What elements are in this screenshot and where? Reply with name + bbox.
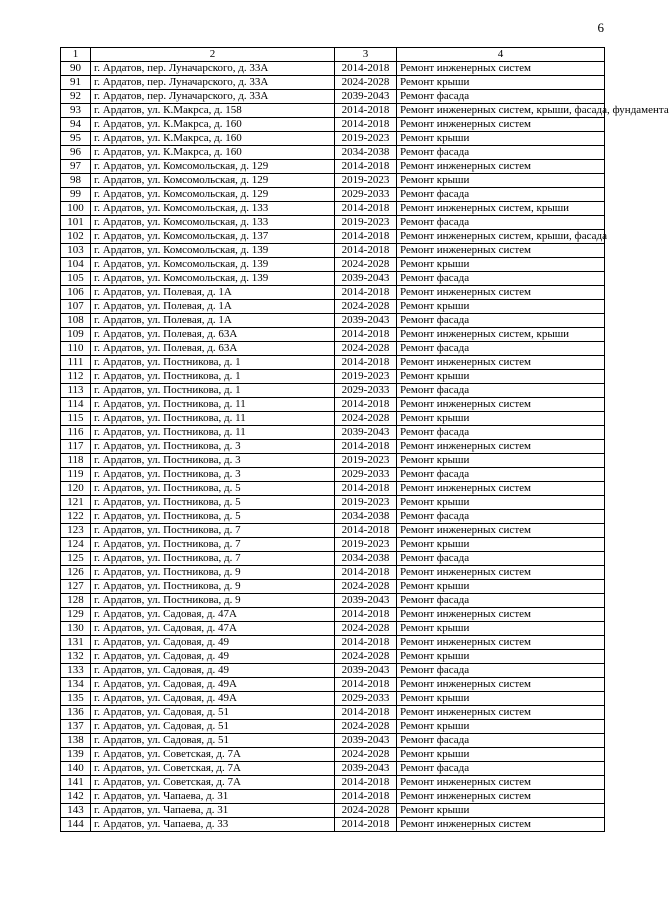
row-number: 128 bbox=[61, 594, 91, 608]
work-type-cell: Ремонт крыши bbox=[397, 496, 605, 510]
address-cell: г. Ардатов, ул. Полевая, д. 63А bbox=[91, 328, 335, 342]
table-row bbox=[61, 90, 605, 104]
address-cell: г. Ардатов, ул. Садовая, д. 51 bbox=[91, 720, 335, 734]
address-cell: г. Ардатов, ул. Садовая, д. 49 bbox=[91, 664, 335, 678]
address-cell: г. Ардатов, пер. Луначарского, д. 33А bbox=[91, 62, 335, 76]
header-row bbox=[61, 48, 605, 62]
period-cell: 2014-2018 bbox=[335, 678, 397, 692]
period-cell: 2014-2018 bbox=[335, 230, 397, 244]
work-type-cell: Ремонт крыши bbox=[397, 300, 605, 314]
address-cell: г. Ардатов, ул. Постникова, д. 11 bbox=[91, 398, 335, 412]
work-type-cell: Ремонт фасада bbox=[397, 384, 605, 398]
address-cell: г. Ардатов, ул. Постникова, д. 1 bbox=[91, 356, 335, 370]
table-row bbox=[61, 188, 605, 202]
work-type-cell: Ремонт фасада bbox=[397, 510, 605, 524]
table-row bbox=[61, 734, 605, 748]
row-number: 95 bbox=[61, 132, 91, 146]
row-number: 133 bbox=[61, 664, 91, 678]
work-type-cell: Ремонт инженерных систем bbox=[397, 524, 605, 538]
row-number: 100 bbox=[61, 202, 91, 216]
work-type-cell: Ремонт крыши bbox=[397, 720, 605, 734]
work-type-cell: Ремонт инженерных систем, крыши bbox=[397, 328, 605, 342]
period-cell: 2039-2043 bbox=[335, 664, 397, 678]
row-number: 105 bbox=[61, 272, 91, 286]
address-cell: г. Ардатов, ул. Постникова, д. 9 bbox=[91, 566, 335, 580]
row-number: 106 bbox=[61, 286, 91, 300]
address-cell: г. Ардатов, ул. Садовая, д. 49 bbox=[91, 636, 335, 650]
work-type-cell: Ремонт фасада bbox=[397, 146, 605, 160]
work-type-cell: Ремонт фасада bbox=[397, 90, 605, 104]
table-row bbox=[61, 342, 605, 356]
table-row bbox=[61, 776, 605, 790]
row-number: 115 bbox=[61, 412, 91, 426]
work-type-cell: Ремонт крыши bbox=[397, 76, 605, 90]
address-cell: г. Ардатов, ул. К.Макрса, д. 158 bbox=[91, 104, 335, 118]
work-type-cell: Ремонт инженерных систем bbox=[397, 678, 605, 692]
period-cell: 2014-2018 bbox=[335, 286, 397, 300]
address-cell: г. Ардатов, ул. Постникова, д. 11 bbox=[91, 412, 335, 426]
row-number: 142 bbox=[61, 790, 91, 804]
table-row bbox=[61, 370, 605, 384]
row-number: 103 bbox=[61, 244, 91, 258]
period-cell: 2039-2043 bbox=[335, 594, 397, 608]
table-row bbox=[61, 510, 605, 524]
address-cell: г. Ардатов, ул. Комсомольская, д. 133 bbox=[91, 202, 335, 216]
address-cell: г. Ардатов, ул. Садовая, д. 47А bbox=[91, 622, 335, 636]
row-number: 91 bbox=[61, 76, 91, 90]
work-type-cell: Ремонт фасада bbox=[397, 314, 605, 328]
work-type-cell: Ремонт инженерных систем, крыши, фасада, фундамента bbox=[397, 104, 605, 118]
table-row bbox=[61, 272, 605, 286]
address-cell: г. Ардатов, ул. Полевая, д. 1А bbox=[91, 300, 335, 314]
table-row bbox=[61, 636, 605, 650]
work-type-cell: Ремонт инженерных систем bbox=[397, 608, 605, 622]
table-row bbox=[61, 496, 605, 510]
period-cell: 2024-2028 bbox=[335, 300, 397, 314]
table-row bbox=[61, 62, 605, 76]
row-number: 108 bbox=[61, 314, 91, 328]
period-cell: 2039-2043 bbox=[335, 426, 397, 440]
column-header-3: 3 bbox=[335, 48, 397, 62]
row-number: 102 bbox=[61, 230, 91, 244]
work-type-cell: Ремонт инженерных систем, крыши bbox=[397, 202, 605, 216]
work-type-cell: Ремонт инженерных систем bbox=[397, 440, 605, 454]
work-type-cell: Ремонт инженерных систем bbox=[397, 790, 605, 804]
row-number: 114 bbox=[61, 398, 91, 412]
row-number: 112 bbox=[61, 370, 91, 384]
table-row bbox=[61, 566, 605, 580]
period-cell: 2014-2018 bbox=[335, 636, 397, 650]
column-header-4: 4 bbox=[397, 48, 605, 62]
table-row bbox=[61, 468, 605, 482]
period-cell: 2024-2028 bbox=[335, 580, 397, 594]
address-cell: г. Ардатов, ул. Постникова, д. 3 bbox=[91, 468, 335, 482]
column-header-2: 2 bbox=[91, 48, 335, 62]
table-row bbox=[61, 748, 605, 762]
repair-schedule-table bbox=[60, 47, 669, 832]
work-type-cell: Ремонт фасада bbox=[397, 272, 605, 286]
address-cell: г. Ардатов, ул. Постникова, д. 5 bbox=[91, 482, 335, 496]
row-number: 130 bbox=[61, 622, 91, 636]
period-cell: 2014-2018 bbox=[335, 790, 397, 804]
period-cell: 2014-2018 bbox=[335, 118, 397, 132]
row-number: 101 bbox=[61, 216, 91, 230]
work-type-cell: Ремонт крыши bbox=[397, 622, 605, 636]
period-cell: 2024-2028 bbox=[335, 804, 397, 818]
work-type-cell: Ремонт фасада bbox=[397, 552, 605, 566]
work-type-cell: Ремонт крыши bbox=[397, 580, 605, 594]
table-row bbox=[61, 216, 605, 230]
period-cell: 2024-2028 bbox=[335, 342, 397, 356]
row-number: 104 bbox=[61, 258, 91, 272]
work-type-cell: Ремонт крыши bbox=[397, 748, 605, 762]
address-cell: г. Ардатов, ул. Постникова, д. 11 bbox=[91, 426, 335, 440]
table-row bbox=[61, 146, 605, 160]
table-row bbox=[61, 482, 605, 496]
address-cell: г. Ардатов, ул. Комсомольская, д. 139 bbox=[91, 272, 335, 286]
period-cell: 2014-2018 bbox=[335, 818, 397, 832]
period-cell: 2034-2038 bbox=[335, 146, 397, 160]
work-type-cell: Ремонт фасада bbox=[397, 188, 605, 202]
work-type-cell: Ремонт крыши bbox=[397, 650, 605, 664]
address-cell: г. Ардатов, пер. Луначарского, д. 33А bbox=[91, 76, 335, 90]
period-cell: 2024-2028 bbox=[335, 720, 397, 734]
row-number: 120 bbox=[61, 482, 91, 496]
work-type-cell: Ремонт фасада bbox=[397, 342, 605, 356]
period-cell: 2014-2018 bbox=[335, 202, 397, 216]
row-number: 121 bbox=[61, 496, 91, 510]
address-cell: г. Ардатов, ул. Постникова, д. 9 bbox=[91, 594, 335, 608]
period-cell: 2014-2018 bbox=[335, 706, 397, 720]
table-row bbox=[61, 692, 605, 706]
period-cell: 2039-2043 bbox=[335, 762, 397, 776]
period-cell: 2014-2018 bbox=[335, 440, 397, 454]
table-row bbox=[61, 286, 605, 300]
row-number: 144 bbox=[61, 818, 91, 832]
address-cell: г. Ардатов, ул. Комсомольская, д. 137 bbox=[91, 230, 335, 244]
table-row bbox=[61, 664, 605, 678]
table-body bbox=[61, 62, 669, 832]
period-cell: 2039-2043 bbox=[335, 734, 397, 748]
work-type-cell: Ремонт инженерных систем bbox=[397, 286, 605, 300]
table-row bbox=[61, 230, 605, 244]
address-cell: г. Ардатов, ул. Садовая, д. 49 bbox=[91, 650, 335, 664]
row-number: 125 bbox=[61, 552, 91, 566]
period-cell: 2024-2028 bbox=[335, 650, 397, 664]
row-number: 131 bbox=[61, 636, 91, 650]
row-number: 93 bbox=[61, 104, 91, 118]
table-row bbox=[61, 76, 605, 90]
row-number: 127 bbox=[61, 580, 91, 594]
address-cell: г. Ардатов, ул. Постникова, д. 7 bbox=[91, 524, 335, 538]
row-number: 139 bbox=[61, 748, 91, 762]
table-row bbox=[61, 608, 605, 622]
work-type-cell: Ремонт фасада bbox=[397, 216, 605, 230]
work-type-cell: Ремонт инженерных систем bbox=[397, 160, 605, 174]
row-number: 90 bbox=[61, 62, 91, 76]
work-type-cell: Ремонт инженерных систем bbox=[397, 244, 605, 258]
table-row bbox=[61, 426, 605, 440]
row-number: 140 bbox=[61, 762, 91, 776]
row-number: 132 bbox=[61, 650, 91, 664]
row-number: 98 bbox=[61, 174, 91, 188]
period-cell: 2029-2033 bbox=[335, 468, 397, 482]
table-row bbox=[61, 580, 605, 594]
period-cell: 2014-2018 bbox=[335, 776, 397, 790]
address-cell: г. Ардатов, ул. Полевая, д. 1А bbox=[91, 286, 335, 300]
table-row bbox=[61, 174, 605, 188]
table-row bbox=[61, 104, 605, 118]
address-cell: г. Ардатов, ул. Садовая, д. 51 bbox=[91, 706, 335, 720]
row-number: 117 bbox=[61, 440, 91, 454]
period-cell: 2039-2043 bbox=[335, 90, 397, 104]
work-type-cell: Ремонт инженерных систем bbox=[397, 776, 605, 790]
address-cell: г. Ардатов, ул. Полевая, д. 1А bbox=[91, 314, 335, 328]
address-cell: г. Ардатов, ул. Чапаева, д. 33 bbox=[91, 818, 335, 832]
period-cell: 2034-2038 bbox=[335, 552, 397, 566]
table-row bbox=[61, 790, 605, 804]
work-type-cell: Ремонт фасада bbox=[397, 594, 605, 608]
address-cell: г. Ардатов, ул. Постникова, д. 7 bbox=[91, 552, 335, 566]
address-cell: г. Ардатов, ул. Садовая, д. 47А bbox=[91, 608, 335, 622]
table-row bbox=[61, 538, 605, 552]
address-cell: г. Ардатов, ул. Садовая, д. 49А bbox=[91, 692, 335, 706]
table-row bbox=[61, 622, 605, 636]
address-cell: г. Ардатов, ул. Постникова, д. 1 bbox=[91, 370, 335, 384]
page-number: 6 bbox=[597, 20, 604, 35]
work-type-cell: Ремонт инженерных систем bbox=[397, 62, 605, 76]
address-cell: г. Ардатов, ул. Полевая, д. 63А bbox=[91, 342, 335, 356]
table-row bbox=[61, 384, 605, 398]
address-cell: г. Ардатов, ул. Садовая, д. 51 bbox=[91, 734, 335, 748]
table-row bbox=[61, 454, 605, 468]
address-cell: г. Ардатов, ул. Комсомольская, д. 133 bbox=[91, 216, 335, 230]
period-cell: 2029-2033 bbox=[335, 692, 397, 706]
row-number: 124 bbox=[61, 538, 91, 552]
table-header bbox=[61, 48, 605, 62]
row-number: 143 bbox=[61, 804, 91, 818]
row-number: 138 bbox=[61, 734, 91, 748]
work-type-cell: Ремонт инженерных систем bbox=[397, 118, 605, 132]
period-cell: 2014-2018 bbox=[335, 482, 397, 496]
table-row bbox=[61, 300, 605, 314]
row-number: 94 bbox=[61, 118, 91, 132]
address-cell: г. Ардатов, ул. Комсомольская, д. 129 bbox=[91, 188, 335, 202]
work-type-cell: Ремонт инженерных систем, крыши, фасада bbox=[397, 230, 605, 244]
period-cell: 2019-2023 bbox=[335, 174, 397, 188]
work-type-cell: Ремонт фасада bbox=[397, 734, 605, 748]
period-cell: 2014-2018 bbox=[335, 566, 397, 580]
period-cell: 2014-2018 bbox=[335, 328, 397, 342]
work-type-cell: Ремонт фасада bbox=[397, 426, 605, 440]
table-row bbox=[61, 678, 605, 692]
table-row bbox=[61, 412, 605, 426]
table-row bbox=[61, 132, 605, 146]
address-cell: г. Ардатов, ул. Постникова, д. 1 bbox=[91, 384, 335, 398]
period-cell: 2019-2023 bbox=[335, 216, 397, 230]
period-cell: 2014-2018 bbox=[335, 62, 397, 76]
period-cell: 2039-2043 bbox=[335, 314, 397, 328]
row-number: 123 bbox=[61, 524, 91, 538]
table-row bbox=[61, 440, 605, 454]
row-number: 136 bbox=[61, 706, 91, 720]
address-cell: г. Ардатов, ул. Комсомольская, д. 139 bbox=[91, 258, 335, 272]
table-row bbox=[61, 720, 605, 734]
row-number: 116 bbox=[61, 426, 91, 440]
row-number: 96 bbox=[61, 146, 91, 160]
address-cell: г. Ардатов, пер. Луначарского, д. 33А bbox=[91, 90, 335, 104]
table-row bbox=[61, 398, 605, 412]
work-type-cell: Ремонт инженерных систем bbox=[397, 398, 605, 412]
row-number: 97 bbox=[61, 160, 91, 174]
work-type-cell: Ремонт фасада bbox=[397, 664, 605, 678]
period-cell: 2014-2018 bbox=[335, 608, 397, 622]
row-number: 135 bbox=[61, 692, 91, 706]
row-number: 141 bbox=[61, 776, 91, 790]
address-cell: г. Ардатов, ул. Чапаева, д. 31 bbox=[91, 804, 335, 818]
work-type-cell: Ремонт крыши bbox=[397, 258, 605, 272]
row-number: 111 bbox=[61, 356, 91, 370]
row-number: 134 bbox=[61, 678, 91, 692]
address-cell: г. Ардатов, ул. К.Макрса, д. 160 bbox=[91, 118, 335, 132]
period-cell: 2024-2028 bbox=[335, 622, 397, 636]
address-cell: г. Ардатов, ул. Комсомольская, д. 129 bbox=[91, 160, 335, 174]
period-cell: 2014-2018 bbox=[335, 160, 397, 174]
period-cell: 2014-2018 bbox=[335, 356, 397, 370]
row-number: 119 bbox=[61, 468, 91, 482]
table-row bbox=[61, 818, 605, 832]
period-cell: 2034-2038 bbox=[335, 510, 397, 524]
column-header-1: 1 bbox=[61, 48, 91, 62]
period-cell: 2019-2023 bbox=[335, 454, 397, 468]
address-cell: г. Ардатов, ул. Постникова, д. 3 bbox=[91, 454, 335, 468]
work-type-cell: Ремонт инженерных систем bbox=[397, 706, 605, 720]
period-cell: 2019-2023 bbox=[335, 132, 397, 146]
work-type-cell: Ремонт крыши bbox=[397, 454, 605, 468]
work-type-cell: Ремонт инженерных систем bbox=[397, 356, 605, 370]
work-type-cell: Ремонт крыши bbox=[397, 692, 605, 706]
period-cell: 2024-2028 bbox=[335, 748, 397, 762]
address-cell: г. Ардатов, ул. К.Макрса, д. 160 bbox=[91, 132, 335, 146]
table-row bbox=[61, 762, 605, 776]
period-cell: 2024-2028 bbox=[335, 258, 397, 272]
table-row bbox=[61, 118, 605, 132]
table-row bbox=[61, 594, 605, 608]
row-number: 110 bbox=[61, 342, 91, 356]
work-type-cell: Ремонт крыши bbox=[397, 132, 605, 146]
address-cell: г. Ардатов, ул. Советская, д. 7А bbox=[91, 762, 335, 776]
work-type-cell: Ремонт крыши bbox=[397, 412, 605, 426]
table-row bbox=[61, 160, 605, 174]
address-cell: г. Ардатов, ул. Комсомольская, д. 139 bbox=[91, 244, 335, 258]
table-row bbox=[61, 552, 605, 566]
address-cell: г. Ардатов, ул. Чапаева, д. 31 bbox=[91, 790, 335, 804]
work-type-cell: Ремонт крыши bbox=[397, 370, 605, 384]
table-row bbox=[61, 314, 605, 328]
work-type-cell: Ремонт крыши bbox=[397, 804, 605, 818]
row-number: 118 bbox=[61, 454, 91, 468]
period-cell: 2014-2018 bbox=[335, 524, 397, 538]
row-number: 113 bbox=[61, 384, 91, 398]
row-number: 129 bbox=[61, 608, 91, 622]
row-number: 92 bbox=[61, 90, 91, 104]
address-cell: г. Ардатов, ул. Комсомольская, д. 129 bbox=[91, 174, 335, 188]
row-number: 99 bbox=[61, 188, 91, 202]
table-row bbox=[61, 356, 605, 370]
address-cell: г. Ардатов, ул. Постникова, д. 9 bbox=[91, 580, 335, 594]
work-type-cell: Ремонт крыши bbox=[397, 538, 605, 552]
table-row bbox=[61, 258, 605, 272]
address-cell: г. Ардатов, ул. Постникова, д. 5 bbox=[91, 496, 335, 510]
address-cell: г. Ардатов, ул. Садовая, д. 49А bbox=[91, 678, 335, 692]
period-cell: 2029-2033 bbox=[335, 188, 397, 202]
table-row bbox=[61, 650, 605, 664]
address-cell: г. Ардатов, ул. Постникова, д. 3 bbox=[91, 440, 335, 454]
address-cell: г. Ардатов, ул. Советская, д. 7А bbox=[91, 748, 335, 762]
period-cell: 2019-2023 bbox=[335, 496, 397, 510]
row-number: 126 bbox=[61, 566, 91, 580]
work-type-cell: Ремонт фасада bbox=[397, 762, 605, 776]
period-cell: 2029-2033 bbox=[335, 384, 397, 398]
row-number: 109 bbox=[61, 328, 91, 342]
period-cell: 2024-2028 bbox=[335, 412, 397, 426]
period-cell: 2039-2043 bbox=[335, 272, 397, 286]
table-row bbox=[61, 524, 605, 538]
address-cell: г. Ардатов, ул. Советская, д. 7А bbox=[91, 776, 335, 790]
work-type-cell: Ремонт инженерных систем bbox=[397, 818, 605, 832]
table-row bbox=[61, 328, 605, 342]
table-row bbox=[61, 804, 605, 818]
table-row bbox=[61, 244, 605, 258]
work-type-cell: Ремонт крыши bbox=[397, 174, 605, 188]
work-type-cell: Ремонт фасада bbox=[397, 468, 605, 482]
address-cell: г. Ардатов, ул. Постникова, д. 7 bbox=[91, 538, 335, 552]
address-cell: г. Ардатов, ул. К.Макрса, д. 160 bbox=[91, 146, 335, 160]
period-cell: 2014-2018 bbox=[335, 398, 397, 412]
row-number: 107 bbox=[61, 300, 91, 314]
work-type-cell: Ремонт инженерных систем bbox=[397, 482, 605, 496]
period-cell: 2014-2018 bbox=[335, 244, 397, 258]
row-number: 122 bbox=[61, 510, 91, 524]
table-row bbox=[61, 202, 605, 216]
period-cell: 2014-2018 bbox=[335, 104, 397, 118]
period-cell: 2024-2028 bbox=[335, 76, 397, 90]
row-number: 137 bbox=[61, 720, 91, 734]
work-type-cell: Ремонт инженерных систем bbox=[397, 636, 605, 650]
work-type-cell: Ремонт инженерных систем bbox=[397, 566, 605, 580]
period-cell: 2019-2023 bbox=[335, 370, 397, 384]
address-cell: г. Ардатов, ул. Постникова, д. 5 bbox=[91, 510, 335, 524]
table-row bbox=[61, 706, 605, 720]
period-cell: 2019-2023 bbox=[335, 538, 397, 552]
